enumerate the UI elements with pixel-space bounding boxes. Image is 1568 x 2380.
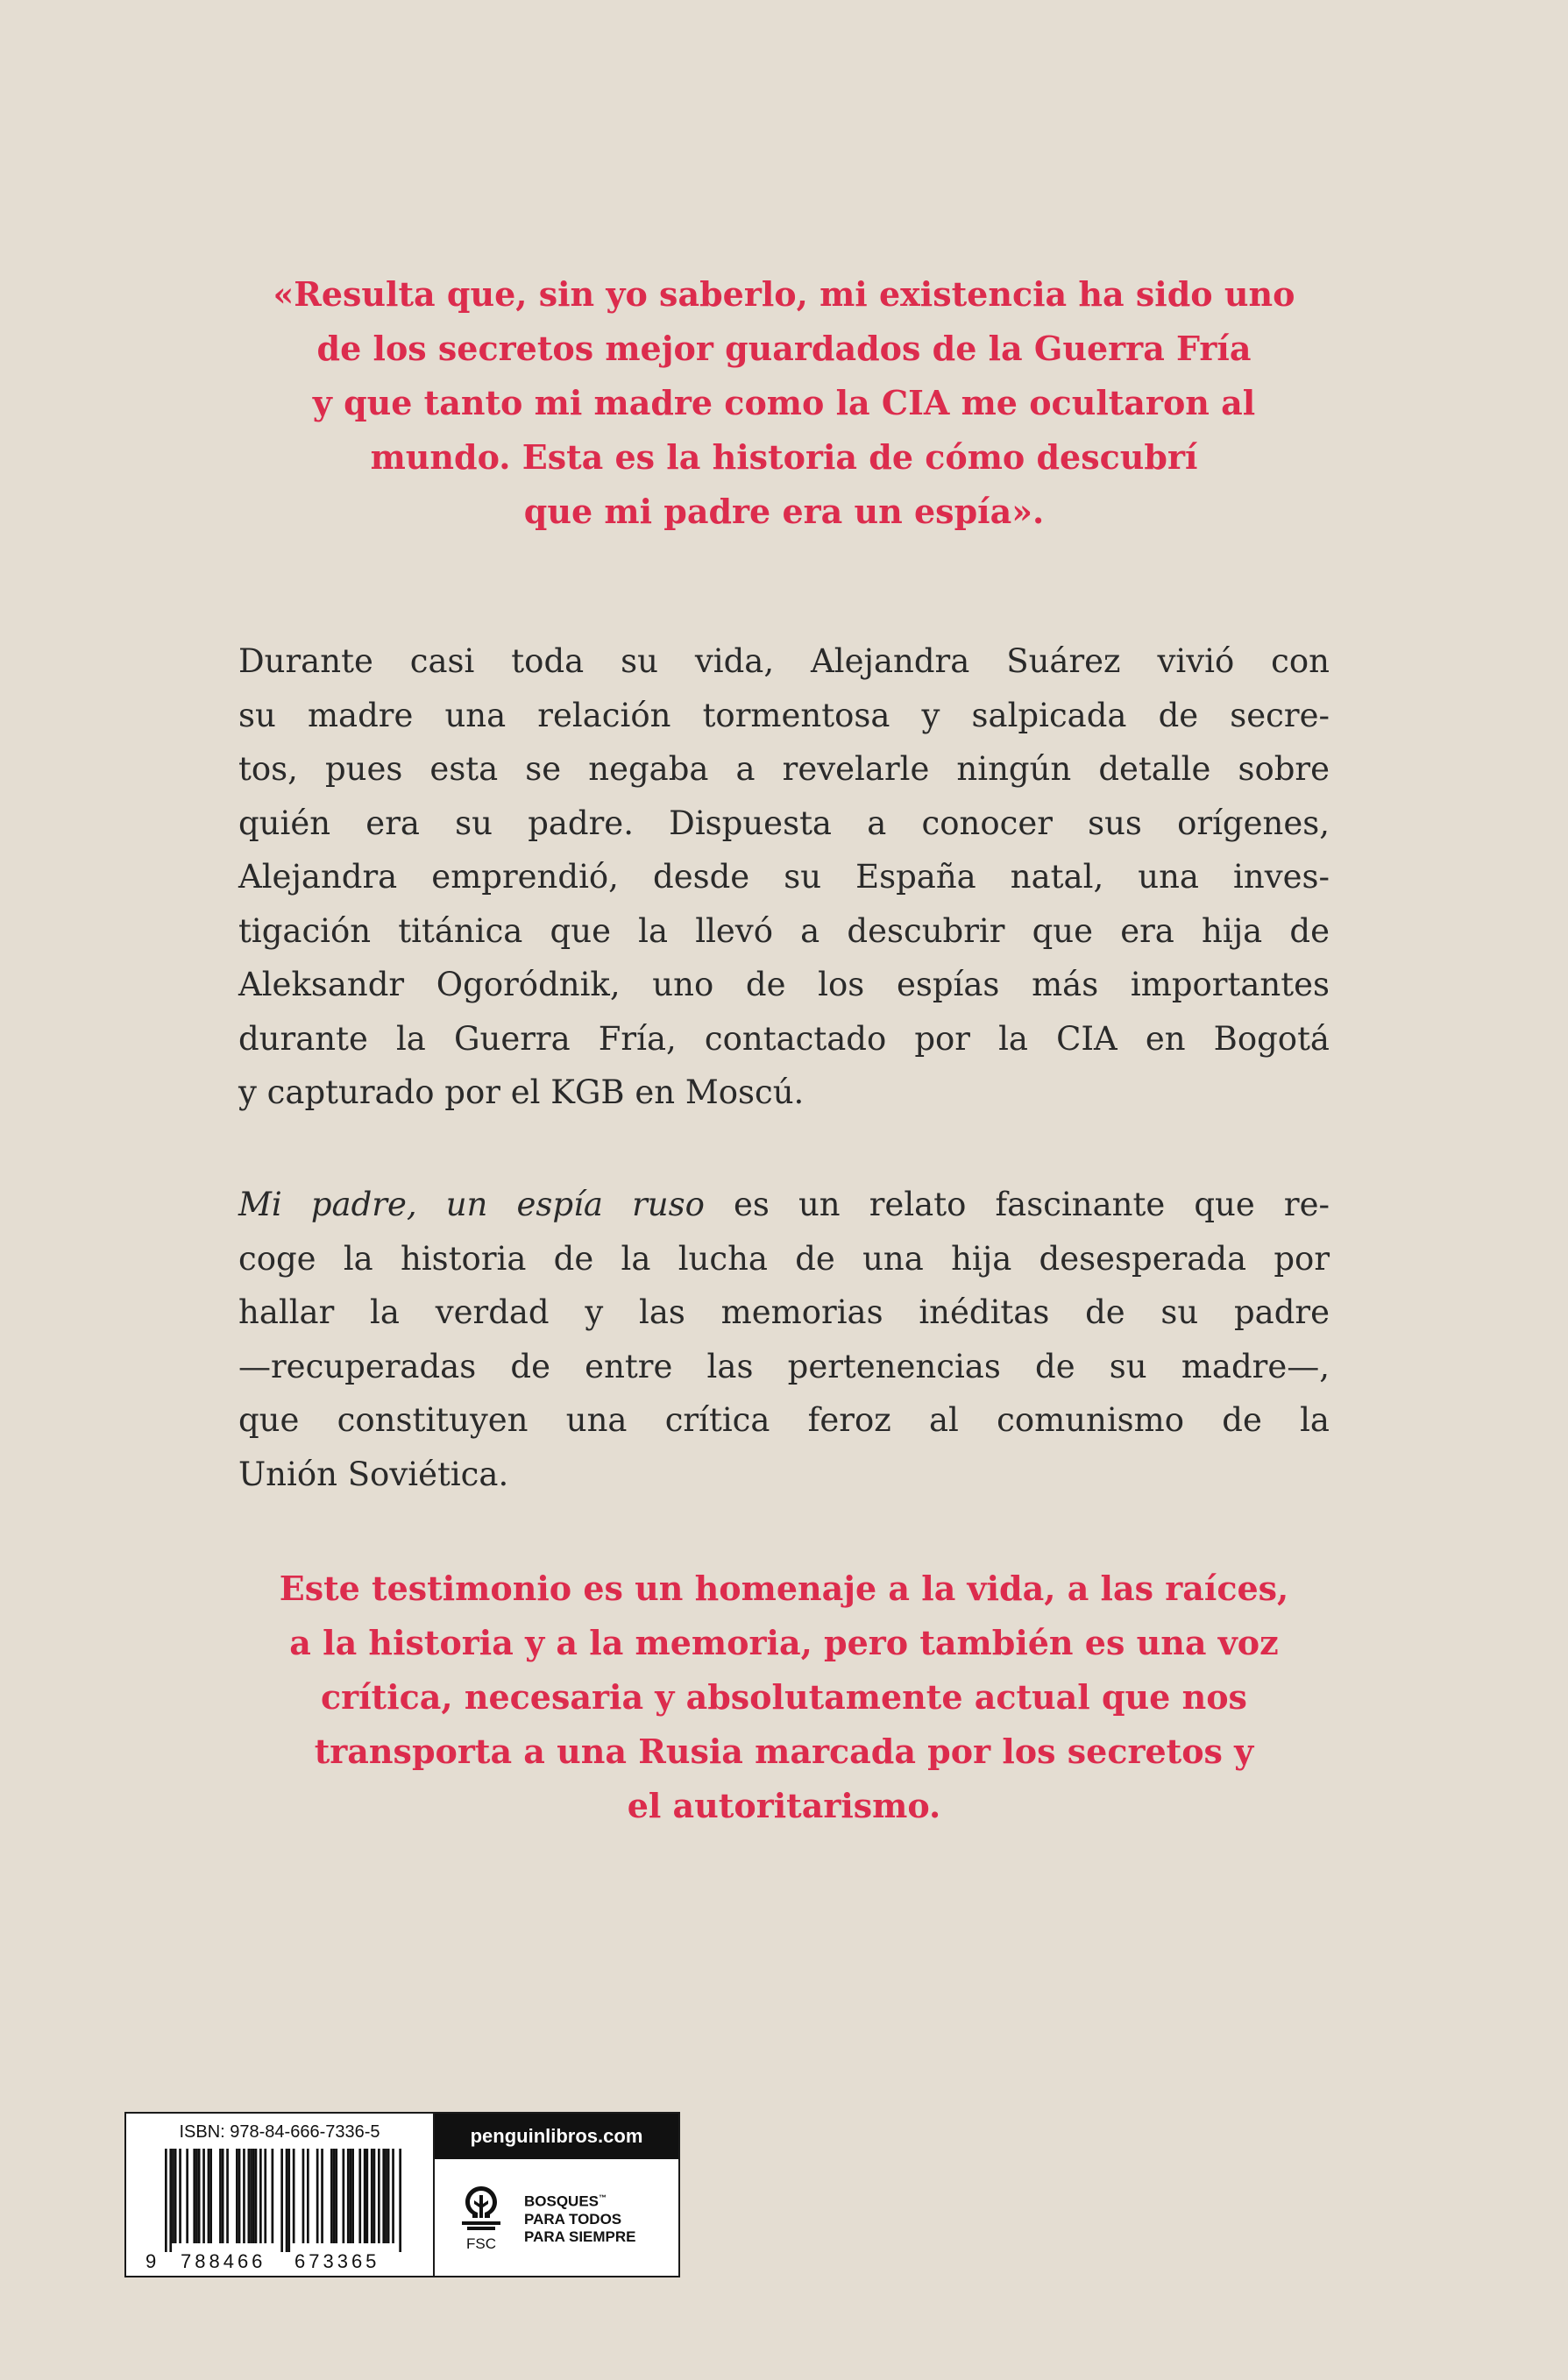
barcode-bar bbox=[366, 2149, 369, 2243]
barcode-bar bbox=[226, 2149, 229, 2243]
fsc-certification bbox=[435, 2159, 678, 2276]
barcode-bar bbox=[399, 2149, 401, 2252]
paragraph-line: tos, pues esta se negaba a revelarle ningún detalle sobre bbox=[238, 750, 1330, 788]
closing-line: a la historia y a la memoria, pero también es una voz bbox=[289, 1623, 1279, 1662]
barcode-bar bbox=[373, 2149, 376, 2243]
barcode-digits-left: 788466 bbox=[181, 2250, 266, 2271]
fsc-caption: FSC bbox=[466, 2235, 496, 2252]
barcode-bar bbox=[169, 2149, 172, 2252]
barcode-bar bbox=[250, 2149, 252, 2243]
barcode-bar bbox=[333, 2149, 336, 2243]
paragraph-line: Alejandra emprendió, desde su España natal, una inves- bbox=[238, 858, 1330, 896]
barcode-bar bbox=[252, 2149, 255, 2243]
fsc-slogan-line: PARA SIEMPRE bbox=[524, 2228, 636, 2245]
barcode-bar bbox=[307, 2149, 309, 2243]
fsc-slogan-line: PARA TODOS bbox=[524, 2210, 622, 2228]
fsc-tree-icon bbox=[457, 2183, 506, 2234]
barcode-bar bbox=[202, 2149, 205, 2243]
opening-quote bbox=[210, 267, 1358, 539]
paragraph-line-rest: es un relato fascinante que re- bbox=[704, 1186, 1330, 1223]
barcode-bar bbox=[347, 2149, 350, 2243]
barcode-bar bbox=[387, 2149, 390, 2243]
barcode-bar bbox=[286, 2149, 288, 2252]
barcode-bar bbox=[195, 2149, 198, 2243]
barcode-bar bbox=[378, 2149, 380, 2243]
closing-statement bbox=[210, 1562, 1358, 1833]
barcode-bar bbox=[209, 2149, 212, 2243]
quote-line: y que tanto mi madre como la CIA me ocultaron al bbox=[312, 383, 1256, 422]
barcode-bar bbox=[358, 2149, 361, 2243]
barcode-bar bbox=[255, 2149, 258, 2243]
paragraph-line: durante la Guerra Fría, contactado por la CIA en Bogotá bbox=[238, 1019, 1330, 1058]
publisher-website: penguinlibros.com bbox=[435, 2114, 678, 2159]
barcode-icon bbox=[145, 2149, 417, 2271]
closing-line: el autoritarismo. bbox=[627, 1786, 941, 1825]
barcode-bar bbox=[302, 2149, 305, 2243]
closing-line: transporta a una Rusia marcada por los secretos y bbox=[314, 1732, 1254, 1771]
barcode-bar bbox=[351, 2149, 354, 2243]
barcode-bar bbox=[272, 2149, 274, 2243]
book-title: Mi padre, un espía ruso bbox=[238, 1186, 705, 1223]
barcode-bar bbox=[350, 2149, 352, 2243]
barcode-bar bbox=[321, 2149, 323, 2243]
closing-line: crítica, necesaria y absolutamente actual que nos bbox=[321, 1677, 1247, 1717]
isbn-label: ISBN: 978-84-666-7336-5 bbox=[179, 2122, 380, 2142]
quote-line: de los secretos mejor guardados de la Guerra Fría bbox=[316, 329, 1252, 368]
barcode-bar bbox=[364, 2149, 366, 2243]
quote-line: mundo. Esta es la historia de cómo descubrí bbox=[370, 437, 1198, 477]
paragraph-line: y capturado por el KGB en Moscú. bbox=[238, 1073, 805, 1111]
barcode-bar bbox=[335, 2149, 337, 2243]
barcode-bar bbox=[236, 2149, 238, 2243]
barcode-bar bbox=[264, 2149, 266, 2243]
quote-line: que mi padre era un espía». bbox=[523, 492, 1045, 531]
barcode-bar bbox=[186, 2149, 188, 2243]
fsc-slogan-word: BOSQUES bbox=[524, 2192, 600, 2210]
paragraph-line: Unión Soviética. bbox=[238, 1455, 509, 1493]
barcode-bar bbox=[330, 2149, 333, 2243]
isbn-barcode-area bbox=[126, 2114, 435, 2276]
barcode-bar bbox=[208, 2149, 210, 2243]
paragraph-line: quién era su padre. Dispuesta a conocer sus orígenes, bbox=[238, 804, 1330, 842]
paragraph-line: hallar la verdad y las memorias inéditas de su padre bbox=[238, 1293, 1330, 1331]
barcode-bar bbox=[248, 2149, 251, 2243]
barcode-panel bbox=[124, 2112, 680, 2277]
paragraph-line: tigación titánica que la llevó a descubrir que era hija de bbox=[238, 911, 1330, 950]
trademark-symbol: ™ bbox=[599, 2193, 607, 2203]
fsc-slogan-line bbox=[524, 2189, 636, 2211]
barcode-bar bbox=[382, 2149, 385, 2243]
barcode-digit-first: 9 bbox=[145, 2250, 157, 2271]
barcode-bar bbox=[172, 2149, 174, 2243]
publisher-column bbox=[435, 2114, 678, 2276]
barcode-bar bbox=[219, 2149, 222, 2243]
paragraph-line: —recuperadas de entre las pertenencias de su madre—, bbox=[238, 1347, 1330, 1385]
quote-line: «Resulta que, sin yo saberlo, mi existencia ha sido uno bbox=[273, 274, 1295, 314]
barcode-bar bbox=[287, 2149, 290, 2252]
synopsis-paragraph-1 bbox=[238, 634, 1330, 1120]
barcode-bar bbox=[392, 2149, 394, 2243]
barcode-bar bbox=[222, 2149, 224, 2243]
barcode-bar bbox=[316, 2149, 319, 2243]
barcode-bar bbox=[371, 2149, 373, 2243]
fsc-logo bbox=[451, 2183, 512, 2253]
barcode-bar bbox=[243, 2149, 245, 2243]
paragraph-line: que constituyen una crítica feroz al comunismo de la bbox=[238, 1401, 1330, 1439]
barcode-bar bbox=[385, 2149, 387, 2243]
barcode-bar bbox=[238, 2149, 241, 2243]
paragraph-line: su madre una relación tormentosa y salpicada de secre- bbox=[238, 696, 1330, 734]
barcode-bar bbox=[259, 2149, 262, 2243]
barcode-bar bbox=[343, 2149, 345, 2243]
paragraph-line: coge la historia de la lucha de una hija desesperada por bbox=[238, 1239, 1330, 1278]
paragraph-line bbox=[238, 1178, 1330, 1232]
barcode-bar bbox=[280, 2149, 283, 2252]
barcode-bar bbox=[198, 2149, 201, 2243]
barcode-bar bbox=[179, 2149, 181, 2243]
paragraph-line: Durante casi toda su vida, Alejandra Suárez vivió con bbox=[238, 642, 1330, 680]
barcode-bar bbox=[174, 2149, 177, 2243]
barcode-bar bbox=[165, 2149, 167, 2252]
closing-line: Este testimonio es un homenaje a la vida, a las raíces, bbox=[279, 1569, 1289, 1608]
fsc-slogan bbox=[524, 2189, 636, 2246]
barcode-digits-right: 673365 bbox=[294, 2250, 380, 2271]
barcode-bar bbox=[193, 2149, 195, 2243]
barcode-bar bbox=[293, 2149, 295, 2243]
synopsis-paragraph-2 bbox=[238, 1178, 1330, 1501]
paragraph-line: Aleksandr Ogoródnik, uno de los espías más importantes bbox=[238, 966, 1330, 1003]
